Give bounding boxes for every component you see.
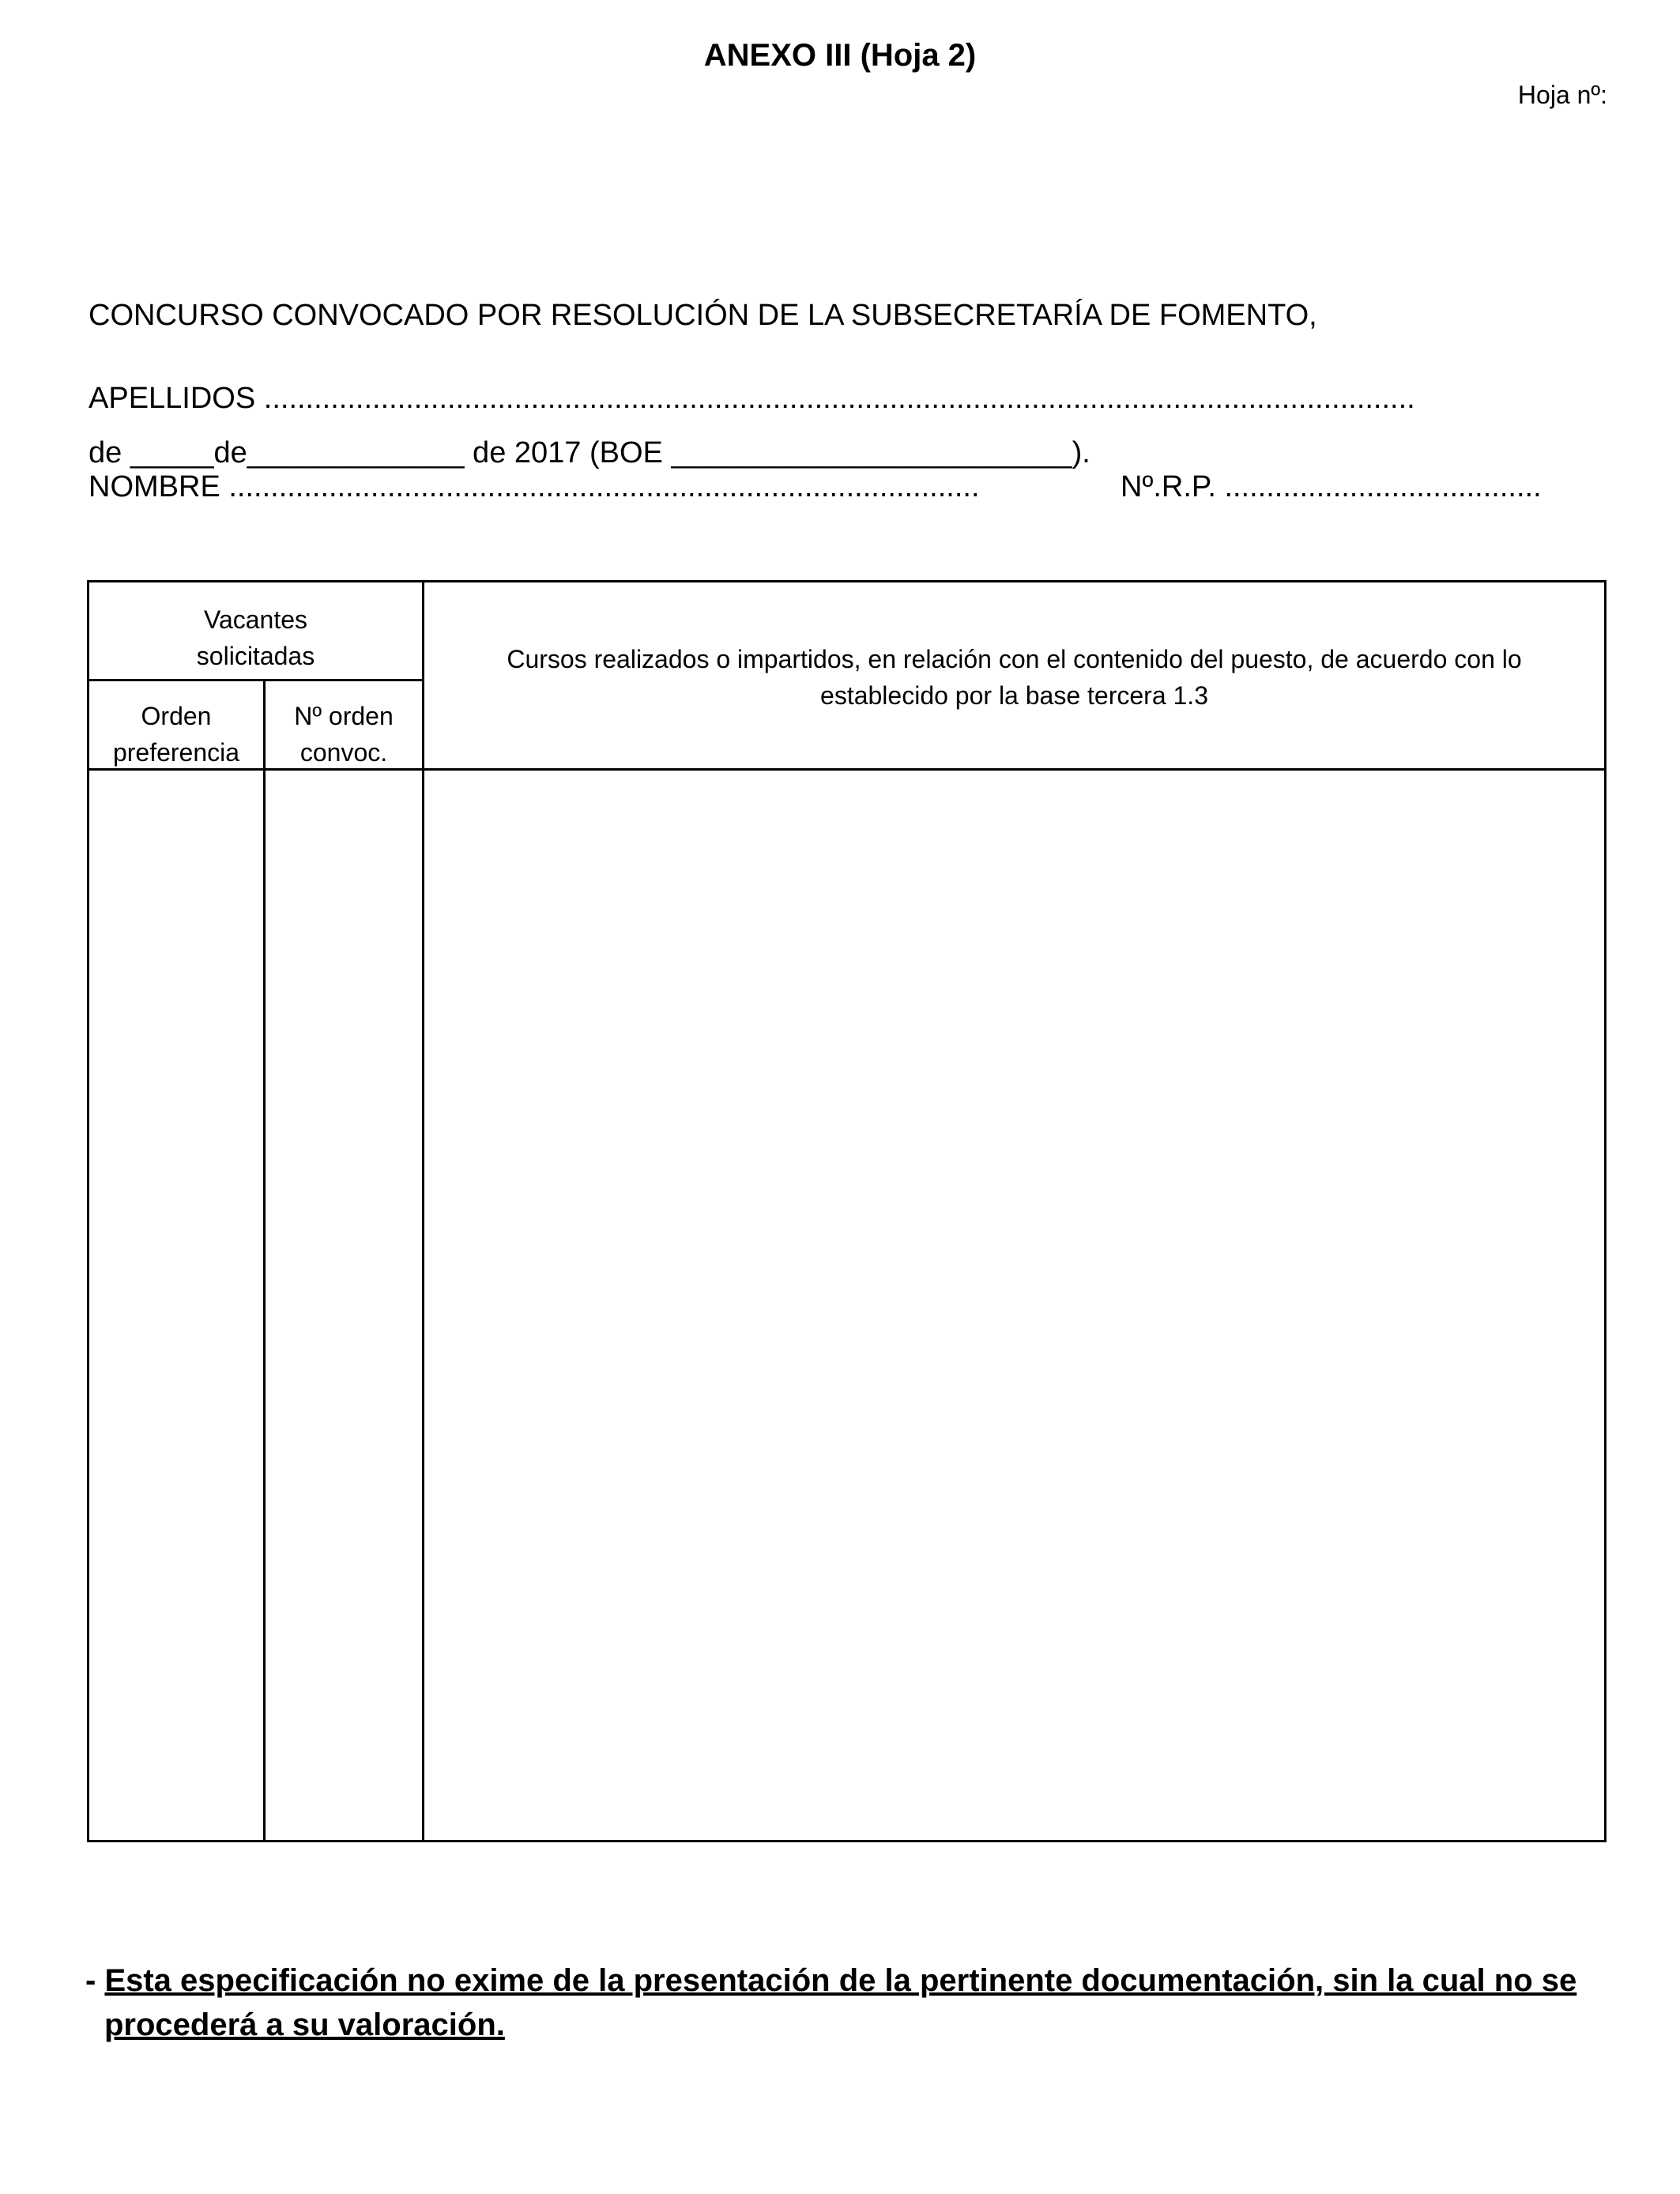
convocatoria-line-2: de _____de_____________ de 2017 (BOE ________________________). [89, 436, 1090, 469]
header-vacantes-line-1: Vacantes [203, 605, 308, 634]
header-orden-preferencia [89, 698, 263, 771]
nrp-field: Nº.R.P. ...................................... [1121, 470, 1542, 503]
cursos-cell[interactable] [424, 771, 1604, 1840]
nombre-field: NOMBRE .......................................................................................... [89, 470, 980, 503]
header-cursos [424, 641, 1604, 714]
header-num-orden-line-1: Nº orden [294, 702, 394, 730]
header-cursos-line-1: Cursos realizados o impartidos, en relación con el contenido del puesto, de acuerdo con lo [507, 645, 1522, 673]
numero-orden-cell[interactable] [266, 771, 422, 1840]
header-orden-line-1: Orden [141, 702, 212, 730]
header-numero-orden-convoc [266, 698, 422, 771]
header-num-orden-line-2: convoc. [299, 738, 388, 767]
note-line-2: procederá a su valoración. [104, 2007, 505, 2042]
header-vacantes-line-2: solicitadas [196, 642, 315, 670]
document-title: ANEXO III (Hoja 2) [703, 38, 977, 73]
convocatoria-line-1: CONCURSO CONVOCADO POR RESOLUCIÓN DE LA SUBSECRETARÍA DE FOMENTO, [89, 299, 1317, 332]
documentation-note [85, 1958, 1634, 2047]
header-orden-line-2: preferencia [112, 738, 240, 767]
header-vacantes-solicitadas [89, 601, 422, 674]
note-dash: - [85, 1963, 105, 1998]
vacantes-cursos-table [87, 580, 1607, 1842]
header-cursos-line-2: establecido por la base tercera 1.3 [820, 681, 1208, 710]
apellidos-field: APELLIDOS .......................................................................................................................................... [89, 382, 1415, 415]
table-divider-vacantes [89, 679, 422, 681]
sheet-number-label: Hoja nº: [1517, 81, 1607, 109]
orden-preferencia-cell[interactable] [89, 771, 263, 1840]
note-line-1: Esta especificación no exime de la presentación de la pertinente documentación, sin la cual no se [104, 1963, 1577, 1998]
